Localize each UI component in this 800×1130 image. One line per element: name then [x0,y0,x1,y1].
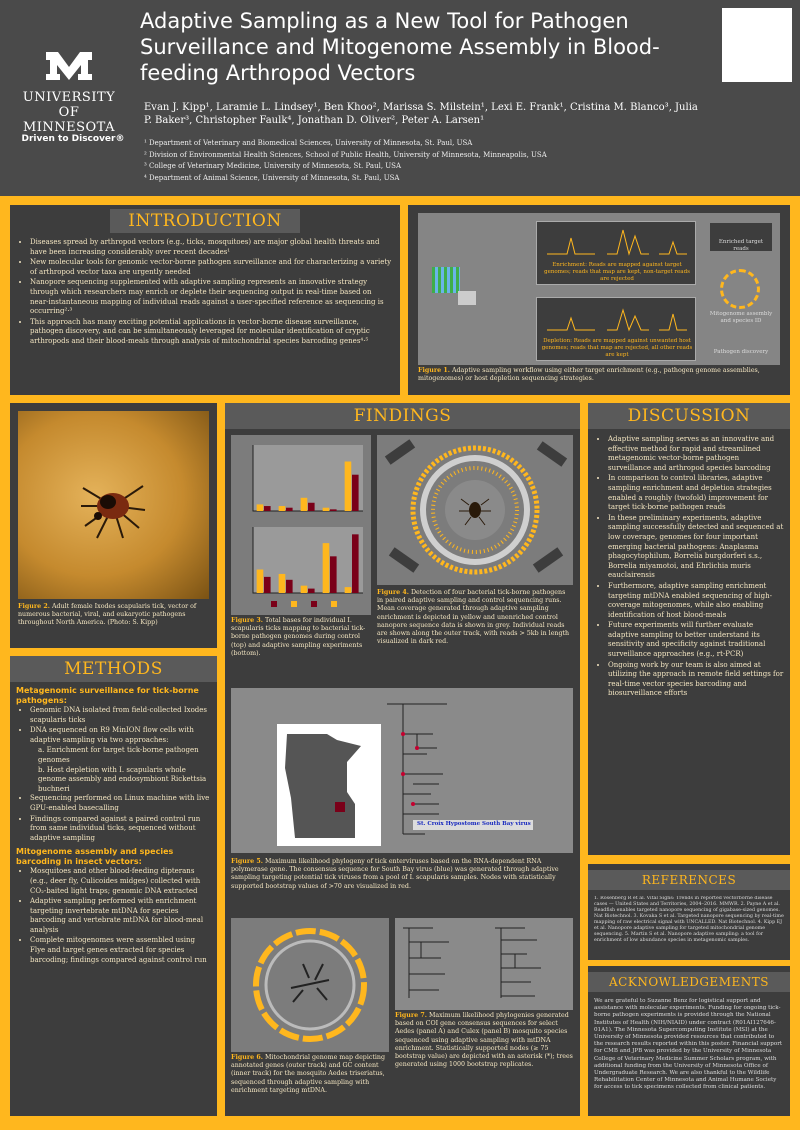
findings-panel [225,403,580,1116]
chart-bar [345,587,352,593]
mitogenome-map-icon [231,918,389,1052]
circos-plot-icon [377,435,573,585]
figure1-caption: Figure 1. Adaptive sampling workflow using either target enrichment (e.g., pathogen genome assemblies, mitogenomes) or host depletion sequencing strategies. [418,367,760,383]
poster-header [0,0,800,196]
acknowledgements-heading: ACKNOWLEDGEMENTS [588,972,790,992]
list-item: • This approach has many exciting potential applications in vector-borne disease surveillance, pathogen discovery, and can be simultaneously leveraged for molecular identification of cryptic arthropods and their blood-meals through analysis of mitochondrial species barcoding genes⁴·⁵ [30,318,392,347]
legend-swatch [311,601,317,607]
chart-bar [301,498,308,511]
figure2-panel [10,403,217,648]
acknowledgements-panel [588,966,790,1116]
enriched-output-box: Enriched target reads [710,223,772,251]
chart-bar [330,509,337,511]
chart-bar [323,508,330,511]
introduction-heading: INTRODUCTION [110,209,300,233]
chart-bar [257,504,264,511]
methods-subheading: Metagenomic surveillance for tick-borne pathogens: [16,686,199,705]
list-item: • Diseases spread by arthropod vectors (e.g., ticks, mosquitoes) are major global health threats and have been increasing considerably over recent decades¹ [30,238,392,257]
figure5-caption: Figure 5. Maximum likelihood phylogeny of tick enterviruses based on the RNA-dependent RNA polymerase gene. The consensus sequence for South Bay virus (blue) was generated through adaptive sampling targeting potential tick viruses from a pool of I. scapularis samples. Nodes with statistically supported bootstrap values of >70 are visualized in red. [231,858,559,890]
findings-heading: FINDINGS [225,403,580,429]
chart-bar [345,462,352,512]
methods-heading: METHODS [10,656,217,682]
sequencer-icon [432,267,460,293]
south-bay-virus-label: St. Croix Hypostome South Bay virus [417,821,531,827]
enrichment-box: Enrichment: Reads are mapped against target genomes; reads that map are kept, non-target reads are rejected [536,221,696,285]
chart-bar [330,556,337,593]
chart-bar [352,534,359,593]
list-item: • New molecular tools for genomic vector-borne pathogen surveillance and for characterizing a variety of arthropod vector taxa are urgently needed [30,258,392,277]
sub-list: a. Enrichment for target tick-borne pathogen genomes b. Host depletion with I. scapularis whole genome assembly and endosymbiont Rickettsia buchneri [38,746,207,793]
list-item: • Complete mitogenomes were assembled using Flye and target genes extracted for species barcoding; findings compared against control run [30,936,212,965]
minnesota-map-icon [277,724,381,846]
list-item: • Adaptive sampling performed with enrichment targeting invertebrate mtDNA for species barcoding and vertebrate mtDNA for blood-meal analysis [30,897,212,935]
tagline: Driven to Discover® [21,134,125,144]
methods-body [16,686,212,966]
methods-subheading: Mitogenome assembly and species barcoding in insect vectors: [16,847,174,867]
qr-placeholder [722,8,792,82]
chart-bar [352,475,359,511]
list-item: • DNA sequenced on R9 MinION flow cells with adaptive sampling via two approaches: [30,726,212,745]
references-heading: REFERENCES [588,870,790,890]
figure3-chart [231,435,371,615]
methods-panel [10,656,217,1116]
introduction-list [16,238,392,348]
university-logo-icon [44,50,94,82]
methods-list [16,867,212,965]
references-text: 1. Rosenberg R et al. Vital Signs: Trends in reported vectorborne disease cases — United States and Territories, 2004–2016. MMWR. 2. Payne A et al. Readfish enables targeted nanopore sequencing of gigabase-sized genomes. Nat Biotechnol. 3. Kovaka S et al. Targeted nanopore sequencing by real-time mapping of raw electrical signal with UNCALLED. Nat Biotechnol. 4. Kipp EJ et al. Nanopore adaptive sampling for targeted mitochondrial genome sequencing. 5. Martin S et al. Nanopore adaptive sampling: a tool for enrichment of low abundance species in metagenomic samples. [594,896,784,943]
list-item: • Furthermore, adaptive sampling enrichment targeting mtDNA enabled sequencing of high-coverage mitogenomes, while also enabling identification of host blood-meals [608,582,784,620]
figure4-circos [377,435,573,585]
list-item: • In comparison to control libraries, adaptive sampling enrichment and depletion strategies enabled a roughly (twofold) improvement for target tick-borne pathogen reads [608,474,784,512]
figure1-panel [408,205,790,395]
discussion-list [594,435,784,700]
figure6-caption: Figure 6. Mitochondrial genome map depicting annotated genes (outer track) and GC content (inner track) for the mosquito Aedes triseriatus, sequenced through adaptive sampling with enrichment targeting mtDNA. [231,1054,386,1094]
figure7-caption: Figure 7. Maximum likelihood phylogenies generated based on COI gene consensus sequences for select Aedes (panel A) and Culex (panel B) mosquito species sequenced using adaptive sampling with mtDNA enrichment. Statistically supported nodes (≥ 75 bootstrap value) are depicted with an asterisk (*); trees generated using 1000 bootstrap replicates. [395,1012,573,1069]
figure2-caption: Figure 2. Adult female Ixodes scapularis tick, vector of numerous bacterial, viral, and eukaryotic pathogens throughout North America. (Photo: S. Kipp) [18,603,197,627]
chart-bar [279,574,286,593]
figure3-caption: Figure 3. Total bases for individual I. scapularis ticks mapping to bacterial tick-borne pathogen genomes during control (top) and adaptive sampling experiments (bottom). [231,617,366,657]
minnesota-map [277,724,381,846]
read-trace-icon [547,226,687,258]
list-item: • Nanopore sequencing supplemented with adaptive sampling represents an innovative strategy through which researchers may enrich or deplete their sequencing output in real-time based on near-instantaneous mapping of individual reads against a user-specified reference as sequencing is occurring²·³ [30,278,392,316]
mitogenome-ring-icon [720,269,760,309]
methods-list [16,794,212,843]
figure4-caption: Figure 4. Detection of four bacterial tick-borne pathogens in paired adaptive sampling and control sequencing runs. Mean coverage generated through adaptive sampling enrichment is depicted in yellow and unenriched control nanopore sequence data is shown in grey. Individual reads are shown along the outer track, with reads > 5kb in length visualized in dark red. [377,589,570,646]
figure5-phylogeny [231,688,573,853]
university-name: UNIVERSITY OF MINNESOTA [22,90,116,135]
poster-title: Adaptive Sampling as a New Tool for Pathogen Surveillance and Mitogenome Assembly in Blood-feeding Arthropod Vectors [140,9,660,85]
chart-bar [323,543,330,593]
figure7-trees [395,918,573,1010]
list-item: • Sequencing performed on Linux machine with live GPU-enabled basecalling [30,794,212,813]
chart-bar [264,577,271,593]
list-item: • Adaptive sampling serves as an innovative and effective method for rapid and streamlined metagenomic vector-borne pathogen surveillance and arthropod species barcoding [608,435,784,473]
introduction-panel [10,205,400,395]
figure1-diagram: Enrichment: Reads are mapped against target genomes; reads that map are kept, non-target reads are rejected Depletion: Reads are mapped against unwanted host genomes; reads that map are rejected, all other reads are kept Enriched target reads Mitogenome assembly and species ID Pathogen discovery [418,213,780,365]
author-list: Evan J. Kipp¹, Laramie L. Lindsey¹, Ben Khoo², Marissa S. Milstein¹, Lexi E. Frank¹, Cristina M. Blanco³, Julia P. Baker³, Christopher Faulk⁴, Jonathan D. Oliver², Peter A. Larsen¹ [144,102,698,126]
affiliations: ¹ Department of Veterinary and Biomedical Sciences, University of Minnesota, St. Paul, USA ² Division of Environmental Health Sciences, School of Public Health, University of Minnesota, Minneapolis, USA ³ College of Veterinary Medicine, University of Minnesota, St. Paul, USA ⁴ Department of Animal Science, University of Minnesota, St. Paul, USA [144,139,547,182]
acknowledgements-text: We are grateful to Suzanne Benz for logistical support and assistance with molecular experiments. Funding for ongoing tick-borne pathogen experiments is provided through the National Institutes of Health (NIH/NIAID) under contract (R01AI127646-01A1). The Minnesota Supercomputing Institute (MSI) at the University of Minnesota provided resources that contributed to the research results reported within this poster. Financial support for CMB and JPB was provided by the University of Minnesota College of Veterinary Medicine Summer Scholars program, with additional funding from the University of Minnesota Office of Undergraduate Research. We are also thankful to the Wildlife Rehabilitation Center of Minnesota and Animal Humane Society for access to tick specimens collected from clinical patients. [594,998,783,1091]
chart-bar [257,570,264,593]
legend-swatch [271,601,277,607]
discussion-heading: DISCUSSION [588,403,790,429]
figure3-svg [231,435,371,615]
chart-bar [301,586,308,593]
list-item: • Future experiments will further evaluate adaptive sampling to better understand its sensitivity and specificity against traditional surveillance approaches (e.g., rt-PCR) [608,621,784,659]
list-item: • Genomic DNA isolated from field-collected Ixodes scapularis ticks [30,706,212,725]
figure6-mitogenome [231,918,389,1052]
list-item: • Mosquitoes and other blood-feeding dipterans (e.g., deer fly, Culicoides midges) collected with CO₂-baited light traps; genomic DNA extracted [30,867,212,896]
references-panel [588,864,790,960]
chart-bar [286,508,293,511]
tick-icon [68,461,158,551]
chart-bar [279,506,286,511]
list-item: • Ongoing work by our team is also aimed at utilizing the approach in remote field settings for real-time vector species barcoding and biosurveillance efforts [608,661,784,699]
legend-swatch [291,601,297,607]
chart-bar [308,589,315,593]
coi-trees-icon [395,918,573,1010]
tick-photo [18,411,209,599]
depletion-box: Depletion: Reads are mapped against unwanted host genomes; reads that map are rejected, all other reads are kept [536,297,696,361]
chart-bar [308,503,315,511]
methods-list [16,706,212,745]
list-item: • In these preliminary experiments, adaptive sampling successfully detected and sequenced at low coverage, genomes for four important emerging bacterial pathogens: Anaplasma phagocytophilum, Borrelia burgdorferi s.s., Borrelia miyamotoi, and Ehrlichia muris eauclairensis [608,514,784,581]
flowcell-icon [458,291,476,305]
legend-swatch [331,601,337,607]
chart-bar [286,580,293,593]
discussion-panel [588,403,790,855]
list-item: • Findings compared against a paired control run from same individual ticks, sequenced without adaptive sampling [30,815,212,844]
chart-bar [264,506,271,511]
read-trace-icon [547,302,687,334]
